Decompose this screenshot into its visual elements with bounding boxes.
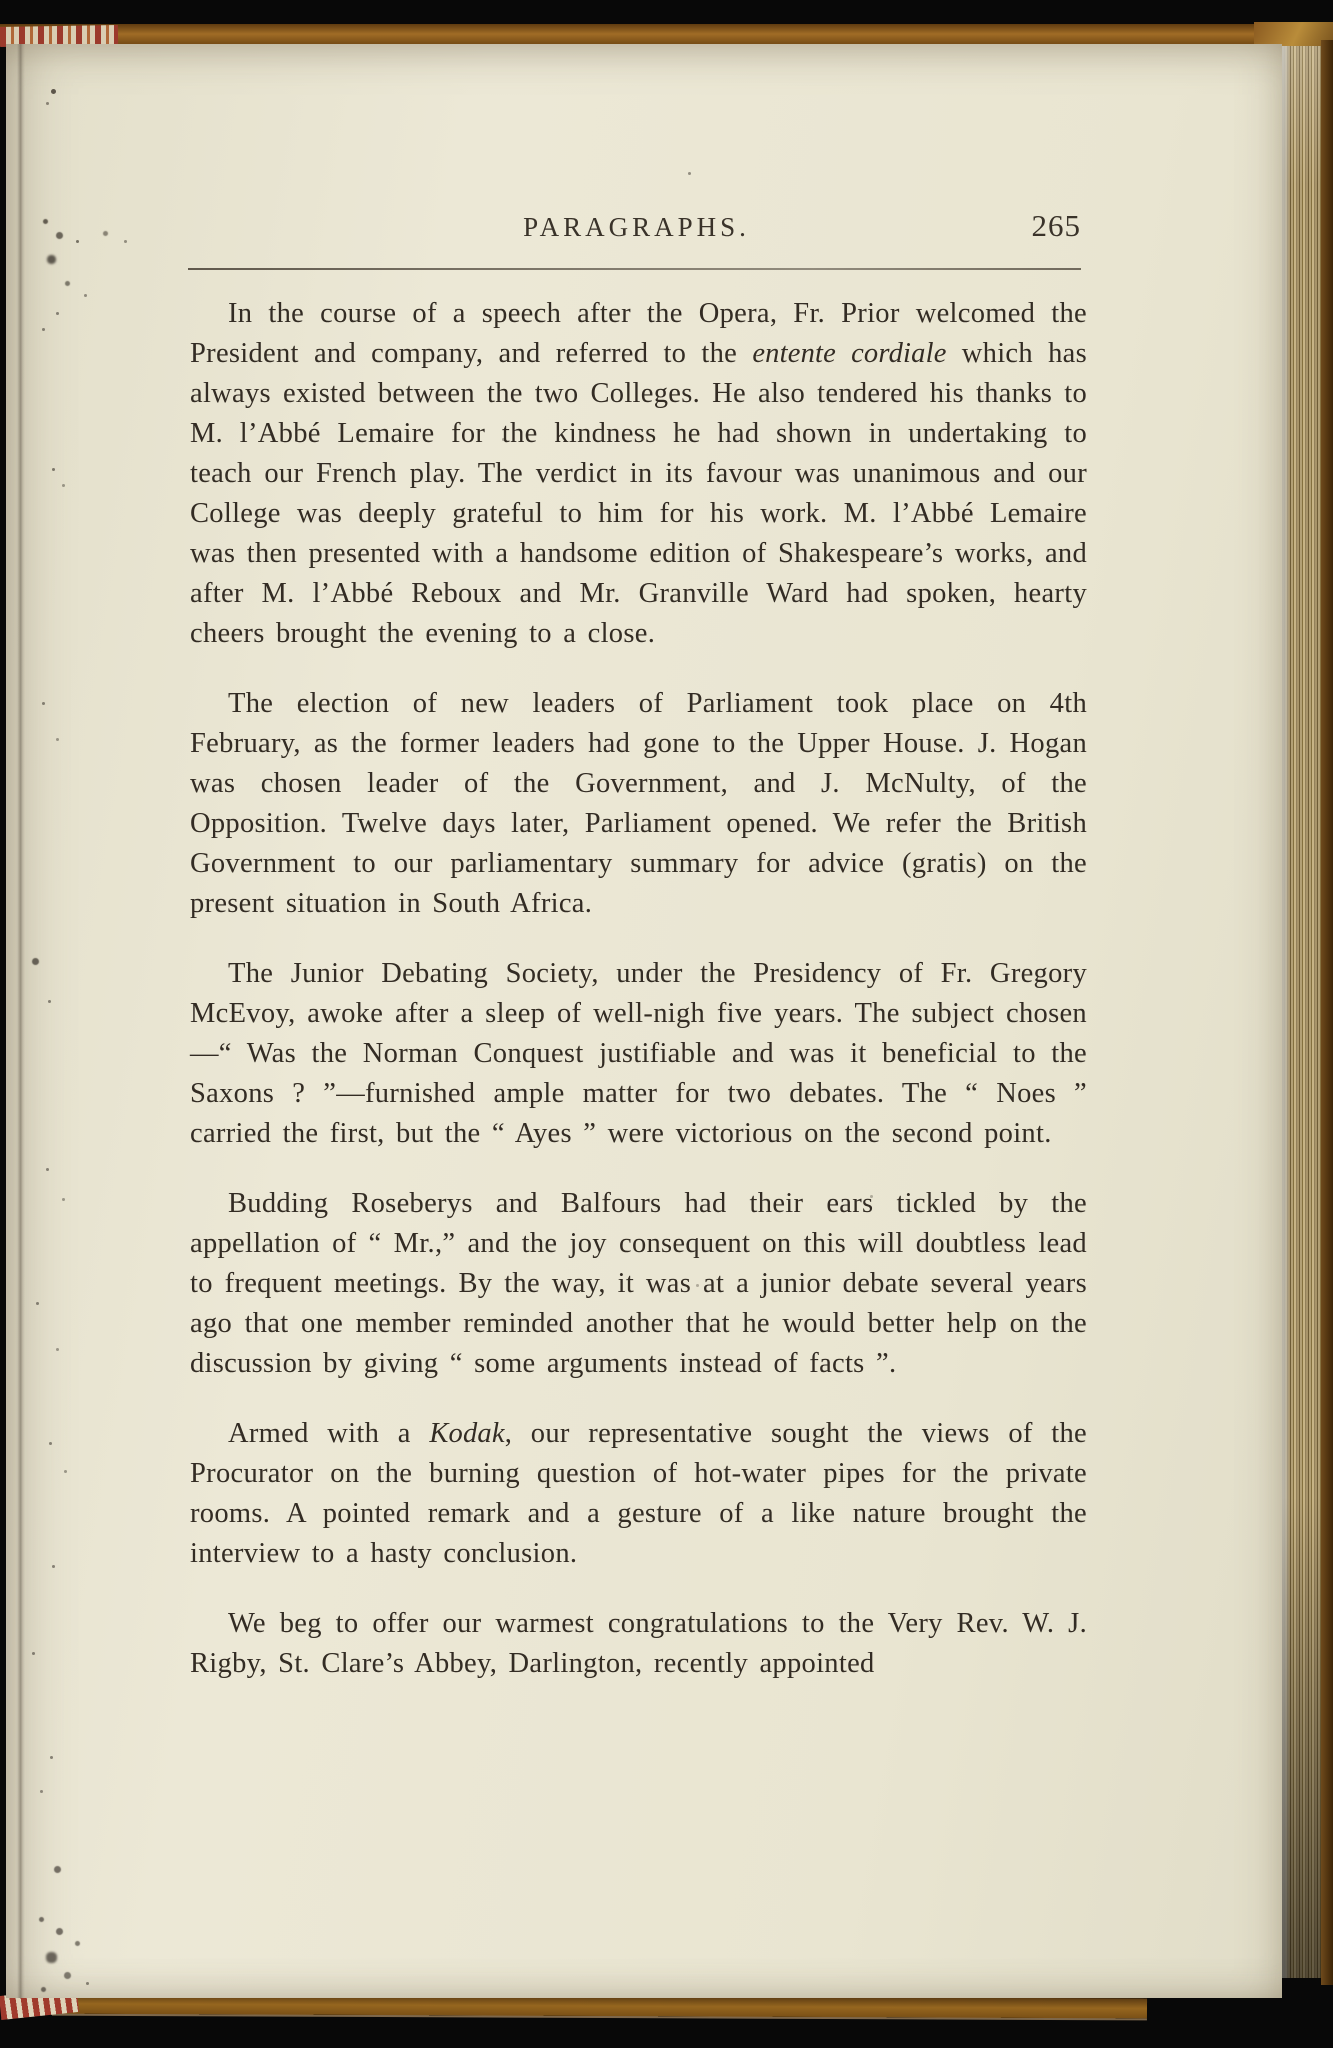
paragraph: In the course of a speech after the Opera, Fr. Prior welcomed the President and company, and referred to the entente cordiale which has always existed between the two Colleges. He also tendered his thanks to M. l’Abbé Lemaire for the kindness he had shown in undertaking to teach our French play. The verdict in its favour was unanimous and our College was deeply grateful to him for his work. M. l’Abbé Lemaire was then presented with a handsome edition of Shakespeare’s works, and after M. l’Abbé Reboux and Mr. Granville Ward had spoken, hearty cheers brought the evening to a close. [190,298,1088,649]
paragraph: The Junior Debating Society, under the Presidency of Fr. Gregory McEvoy, awoke after a sleep of well-nigh five years. The subject chosen—“ Was the Norman Conquest justifiable and was it beneficial to the Saxons ? ”—furnished ample matter for two debates. The “ Noes ” carried the first, but the “ Ayes ” were victorious on the second point. [190,958,1087,1149]
paragraph: We beg to offer our warmest congratulations to the Very Rev. W. J. Rigby, St. Clare’s Abbey, Darlington, recently appointed [190,1608,1087,1679]
book-cover-top-edge [0,24,1292,46]
paragraph: Budding Roseberys and Balfours had their ears tickled by the appellation of “ Mr.,” and the joy consequent on this will doubtless lead to frequent meetings. By the way, it was at a junior debate several years ago that one member reminded another that he would better help on the discussion by giving “ some arguments instead of facts ”. [190,1188,1087,1379]
book-cover-right-edge [1321,40,1333,1985]
header-rule [188,268,1081,270]
running-header-title: PARAGRAPHS. [523,212,750,242]
page-number: 265 [1031,208,1081,243]
book-page [6,44,1282,1998]
text-block [190,294,1087,1684]
paragraph: Armed with a Kodak, our representative sought the views of the Procurator on the burning question of hot-water pipes for the private rooms. A pointed remark and a gesture of a like nature brought the interview to a hasty conclusion. [190,1418,1087,1569]
paragraph: The election of new leaders of Parliament took place on 4th February, as the former leaders had gone to the Upper House. J. Hogan was chosen leader of the Government, and J. McNulty, of the Opposition. Twelve days later, Parliament opened. We refer the British Government to our parliamentary summary for advice (gratis) on the present situation in South Africa. [190,688,1087,919]
page-edges-stack [1282,46,1322,1978]
ink-specks [6,44,9,47]
running-head [188,208,1085,252]
gutter-fold [17,44,25,1998]
